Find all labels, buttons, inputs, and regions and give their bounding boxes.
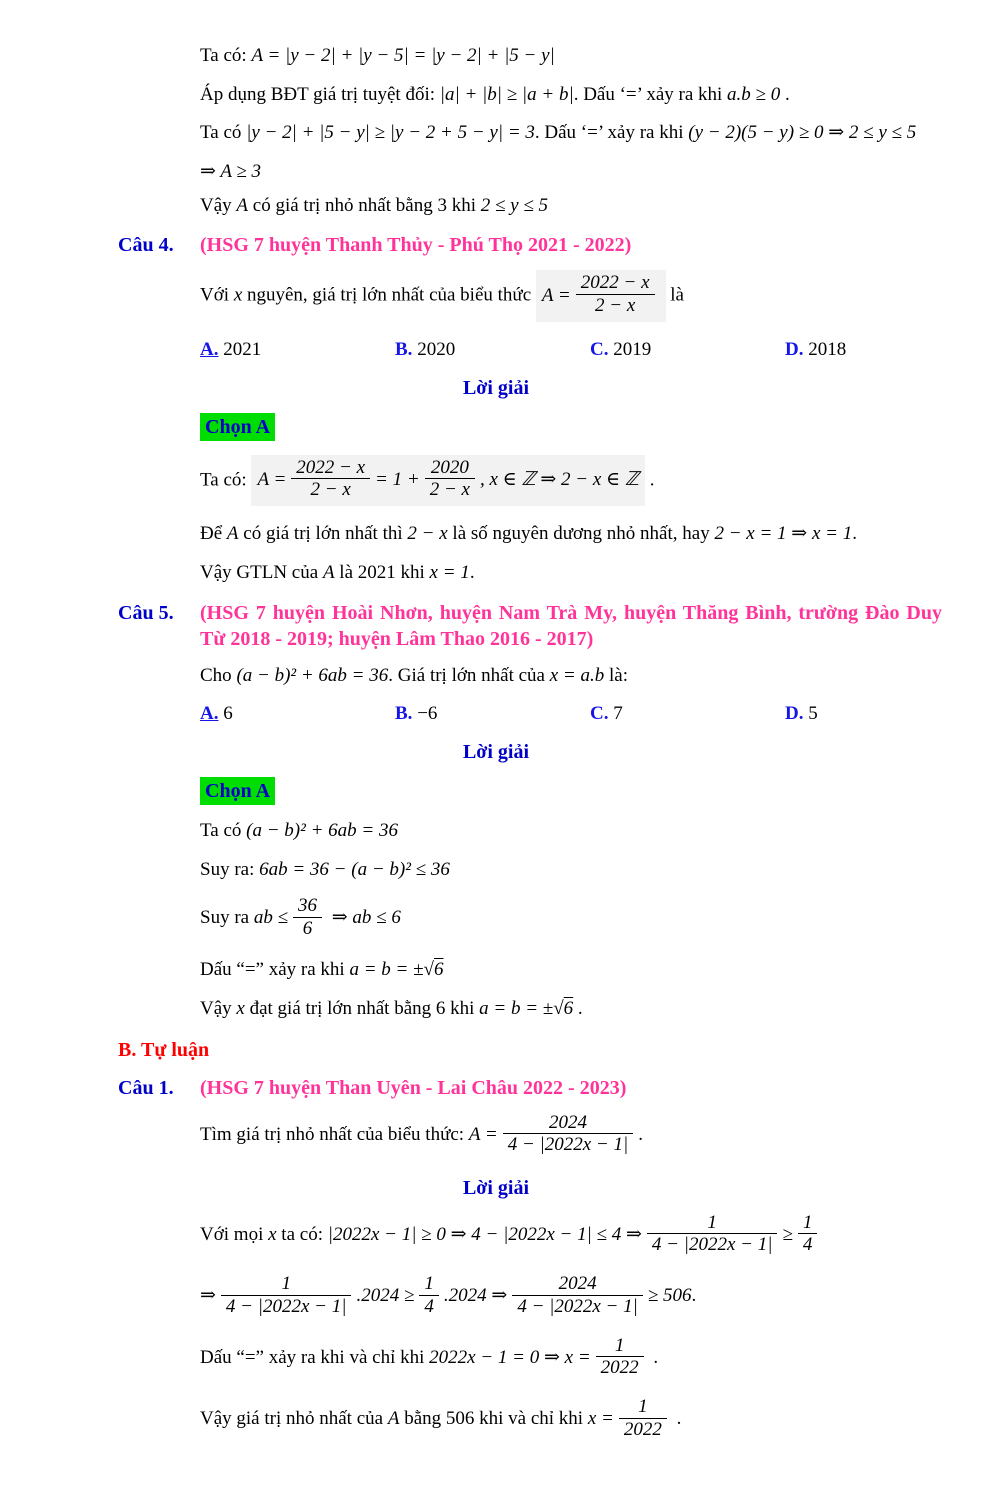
question-4-statement <box>0 270 954 322</box>
option-value: 2019 <box>613 338 652 360</box>
math-segment: x <box>268 1223 277 1245</box>
text-segment: Vậy GTLN của <box>200 561 323 583</box>
option-letter: B. <box>395 338 413 360</box>
fraction-numerator: 1 <box>596 1334 644 1357</box>
math-segment: (a − b)² + 6ab = 36 <box>246 819 398 841</box>
solution-line <box>0 44 954 69</box>
text-segment: Dấu “=” xảy ra khi <box>200 958 350 980</box>
solution-line <box>0 121 954 146</box>
text-segment: . <box>691 1285 697 1307</box>
text-segment: . <box>780 83 790 105</box>
math-fraction <box>512 1272 643 1318</box>
solution-line <box>0 819 954 844</box>
fraction-denominator: 2022 <box>600 1357 639 1379</box>
math-segment: x <box>233 284 243 306</box>
text-segment: Áp dụng BĐT giá trị tuyệt đối: <box>200 83 440 105</box>
text-segment: Với mọi <box>200 1223 269 1245</box>
option-value: 6 <box>223 703 233 725</box>
text-segment: là: <box>604 664 629 686</box>
fraction-numerator: 2020 <box>425 456 475 479</box>
question-source: (HSG 7 huyện Thanh Thủy - Phú Thọ 2021 - 2022) <box>200 234 632 257</box>
math-segment: x = a.b <box>549 664 605 686</box>
math-segment: x = <box>587 1408 614 1430</box>
question-5-heading <box>0 600 954 652</box>
question-label: Câu 1. <box>118 1077 174 1100</box>
math-segment: ≥ 506 <box>647 1285 692 1307</box>
shaded-equation <box>251 455 645 507</box>
math-fraction <box>503 1111 634 1157</box>
question-source: (HSG 7 huyện Hoài Nhơn, huyện Nam Trà My, huyện Thăng Bình, trường Đào Duy Từ 2018 - 2019; huyện Lâm Thao 2016 - 2017) <box>200 601 942 650</box>
fraction-numerator: 1 <box>221 1272 352 1295</box>
math-fraction <box>419 1272 439 1318</box>
solution-line <box>0 1213 954 1259</box>
fraction-numerator: 1 <box>619 1395 667 1418</box>
solution-line <box>0 958 954 983</box>
fraction-denominator: 4 − |2022x − 1| <box>517 1295 638 1317</box>
essay-question-1-heading <box>0 1075 954 1101</box>
math-segment: (a − b)² + 6ab = 36 <box>236 664 389 686</box>
fraction-denominator: 2022 <box>623 1418 662 1440</box>
option-b <box>395 338 590 363</box>
math-segment: x <box>236 997 245 1019</box>
question-5-options <box>0 702 954 727</box>
math-fraction <box>619 1395 667 1441</box>
text-segment: Vậy giá trị nhỏ nhất của <box>200 1408 388 1430</box>
math-segment: 2 ≤ y ≤ 5 <box>480 194 549 216</box>
solution-line <box>0 858 954 883</box>
fraction-numerator: 2024 <box>512 1272 643 1295</box>
fraction-denominator: 2 − x <box>429 478 470 500</box>
fraction-numerator: 2024 <box>503 1111 634 1134</box>
text-segment: là 2021 khi <box>334 561 430 583</box>
math-segment: 2 − x = 1 ⇒ x = 1 <box>714 523 853 545</box>
math-fraction <box>291 456 370 502</box>
math-segment: a.b ≥ 0 <box>727 83 781 105</box>
math-segment: A <box>226 523 239 545</box>
math-segment: A = <box>257 469 287 491</box>
math-segment: |y − 2| + |5 − y| ≥ |y − 2 + 5 − y| = 3 <box>246 122 535 144</box>
text-segment: . <box>469 561 475 583</box>
option-d <box>785 338 846 363</box>
option-value: 2020 <box>417 338 456 360</box>
text-segment: Ta có <box>200 819 247 841</box>
option-value: 2018 <box>808 338 847 360</box>
math-fraction <box>647 1211 778 1257</box>
text-segment: Suy ra <box>200 907 254 929</box>
math-segment: ⇒ ab ≤ 6 <box>327 907 401 929</box>
math-segment: a = b = ±√ <box>479 997 564 1019</box>
math-segment: (y − 2)(5 − y) ≥ 0 ⇒ 2 ≤ y ≤ 5 <box>688 122 917 144</box>
text-segment: . <box>645 469 655 491</box>
text-segment: Suy ra: <box>200 858 260 880</box>
solution-line <box>0 455 954 507</box>
question-label: Câu 4. <box>118 234 174 257</box>
text-segment: Vậy <box>200 194 237 216</box>
math-segment: = 1 + <box>375 469 420 491</box>
option-letter: D. <box>785 703 804 725</box>
fraction-numerator: 2022 − x <box>576 271 655 294</box>
text-segment: Tìm giá trị nhỏ nhất của biểu thức: <box>200 1124 469 1146</box>
option-letter: D. <box>785 338 804 360</box>
math-segment: a = b = ±√ <box>349 958 434 980</box>
question-label: Câu 5. <box>118 601 174 624</box>
text-segment: ta có: <box>276 1223 328 1245</box>
question-source: (HSG 7 huyện Than Uyên - Lai Châu 2022 - 2023) <box>200 1077 627 1100</box>
text-segment: Dấu “=” xảy ra khi và chỉ khi <box>200 1346 430 1368</box>
text-segment: có giá trị nhỏ nhất bằng 3 khi <box>248 194 481 216</box>
fraction-numerator: 36 <box>293 894 322 917</box>
math-segment: ≥ <box>782 1223 793 1245</box>
fraction-denominator: 4 <box>802 1234 813 1256</box>
option-value: 5 <box>808 703 818 725</box>
text-segment: là <box>665 284 684 306</box>
math-fraction <box>798 1211 818 1257</box>
fraction-numerator: 1 <box>647 1211 778 1234</box>
math-segment: x = 1 <box>429 561 470 583</box>
math-segment: 2 − x <box>407 523 448 545</box>
math-segment: 6ab = 36 − (a − b)² ≤ 36 <box>259 858 450 880</box>
text-segment: bằng 506 khi và chỉ khi <box>399 1408 588 1430</box>
math-segment: .2024 ⇒ <box>443 1285 508 1307</box>
math-segment: ⇒ <box>200 1285 216 1307</box>
option-a <box>200 338 395 363</box>
math-segment: |a| + |b| ≥ |a + b| <box>439 83 574 105</box>
math-segment: 2022x − 1 = 0 ⇒ x = <box>429 1346 591 1368</box>
option-letter: C. <box>590 703 609 725</box>
solution-line <box>0 896 954 942</box>
text-segment: đạt giá trị lớn nhất bằng 6 khi <box>244 997 480 1019</box>
text-segment: là số nguyên dương nhỏ nhất, hay <box>447 523 715 545</box>
essay-question-1-statement <box>0 1113 954 1159</box>
fraction-numerator: 1 <box>419 1272 439 1295</box>
math-fraction <box>596 1334 644 1380</box>
option-c <box>590 338 785 363</box>
radicand: 6 <box>433 958 444 980</box>
text-segment: . <box>638 1124 643 1146</box>
fraction-denominator: 4 <box>424 1295 434 1317</box>
text-segment: Để <box>200 523 227 545</box>
math-segment: ab ≤ <box>253 907 289 929</box>
option-value: −6 <box>417 703 438 725</box>
math-segment: A <box>322 561 335 583</box>
math-segment: A <box>236 194 249 216</box>
math-segment: .2024 ≥ <box>356 1285 415 1307</box>
text-segment: Vậy <box>200 997 237 1019</box>
solution-line <box>0 1336 954 1382</box>
option-letter: C. <box>590 338 609 360</box>
loi-giai-heading: Lời giải <box>462 1176 530 1199</box>
text-segment: . <box>573 997 583 1019</box>
fraction-denominator: 4 − |2022x − 1| <box>651 1234 773 1256</box>
text-segment: Ta có: <box>200 469 252 491</box>
fraction-numerator: 2022 − x <box>291 456 370 479</box>
chosen-answer-line <box>0 777 954 805</box>
solution-line <box>0 522 954 547</box>
math-segment: A <box>387 1408 400 1430</box>
solution-line <box>0 160 954 185</box>
solution-line <box>0 83 954 108</box>
solution-conclusion <box>0 1397 954 1443</box>
math-fraction <box>221 1272 352 1318</box>
text-segment: . Dấu ‘=’ xảy ra khi <box>534 122 689 144</box>
option-value: 7 <box>613 703 623 725</box>
text-segment: Với <box>200 284 234 306</box>
question-4-heading <box>0 232 954 258</box>
math-segment: |2022x − 1| ≥ 0 ⇒ 4 − |2022x − 1| ≤ 4 ⇒ <box>327 1223 642 1245</box>
fraction-denominator: 4 − |2022x − 1| <box>507 1134 629 1156</box>
fraction-denominator: 2 − x <box>595 294 636 316</box>
fraction-denominator: 2 − x <box>310 478 351 500</box>
fraction-denominator: 6 <box>302 917 313 939</box>
chon-a-badge: Chọn A <box>200 413 275 441</box>
text-segment: . Dấu ‘=’ xảy ra khi <box>573 83 728 105</box>
chosen-answer-line <box>0 413 954 441</box>
option-a <box>200 702 395 727</box>
section-b-title: B. Tự luận <box>118 1039 210 1062</box>
text-segment: Cho <box>200 664 237 686</box>
option-value: 2021 <box>223 338 262 360</box>
text-segment: . <box>852 523 857 545</box>
loi-giai-heading: Lời giải <box>462 376 530 399</box>
solution-line <box>0 1274 954 1320</box>
option-c <box>590 702 785 727</box>
loi-giai-heading: Lời giải <box>462 740 530 763</box>
math-segment: ⇒ A ≥ 3 <box>200 161 262 183</box>
option-letter: B. <box>395 703 413 725</box>
math-fraction <box>425 456 475 502</box>
option-b <box>395 702 590 727</box>
text-segment: . <box>648 1346 659 1368</box>
text-segment: Ta có <box>200 122 247 144</box>
math-segment: A = |y − 2| + |y − 5| = |y − 2| + |5 − y| <box>251 45 555 66</box>
shaded-equation <box>536 270 666 322</box>
option-letter: A. <box>200 338 219 360</box>
text-segment: có giá trị lớn nhất thì <box>238 523 408 545</box>
fraction-denominator: 4 − |2022x − 1| <box>225 1295 347 1317</box>
chon-a-badge: Chọn A <box>200 777 275 805</box>
solution-conclusion <box>0 194 954 219</box>
option-letter: A. <box>200 703 219 725</box>
text-segment: Ta có: <box>200 45 252 66</box>
fraction-numerator: 1 <box>798 1211 818 1234</box>
math-segment: A = <box>541 284 571 306</box>
text-segment: nguyên, giá trị lớn nhất của biểu thức <box>242 284 536 306</box>
math-fraction <box>576 271 655 317</box>
text-segment: . <box>671 1408 682 1430</box>
solution-conclusion <box>0 997 954 1022</box>
math-fraction <box>293 894 322 940</box>
solution-conclusion <box>0 561 954 586</box>
option-d <box>785 702 818 727</box>
math-segment: , x ∈ ℤ ⇒ 2 − x ∈ ℤ <box>479 469 640 491</box>
radicand: 6 <box>563 997 574 1019</box>
question-5-statement <box>0 664 954 689</box>
math-segment: A = <box>468 1124 498 1146</box>
text-segment: . Giá trị lớn nhất của <box>388 664 550 686</box>
question-4-options <box>0 338 954 363</box>
